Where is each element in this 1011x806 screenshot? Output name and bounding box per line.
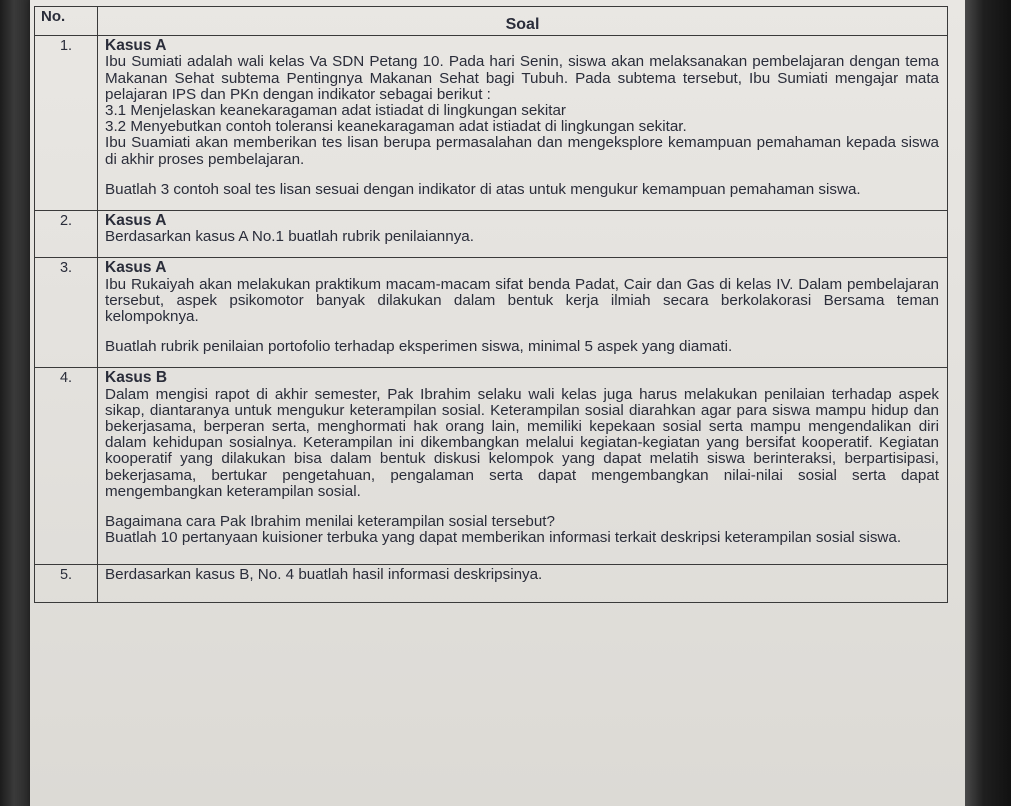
device-edge xyxy=(965,0,1011,806)
row-number: 4. xyxy=(35,368,98,565)
case-title: Kasus A xyxy=(105,259,167,277)
table-row xyxy=(35,565,948,602)
case-description: Ibu Rukaiyah akan melakukan praktikum macam-macam sifat benda Padat, Cair dan Gas di kelas IV. Dalam pembelajaran tersebut, aspek psikomotor banyak dilakukan dalam bentuk kerja ilmiah secara berkolakorasi Bersama teman kelompoknya. xyxy=(105,275,939,326)
row-content xyxy=(98,211,948,258)
header-no: No. xyxy=(35,7,98,36)
table-row xyxy=(35,36,948,211)
paper-sheet xyxy=(30,0,965,806)
indicator-item: 3.2 Menyebutkan contoh toleransi keanekaragaman adat istiadat di lingkungan sekitar. xyxy=(105,118,687,136)
case-title: Kasus A xyxy=(105,212,167,230)
case-description: Ibu Sumiati adalah wali kelas Va SDN Petang 10. Pada hari Senin, siswa akan melaksanakan pembelajaran dengan tema Makanan Sehat subtema Pentingnya Makanan Sehat bagi Tubuh. Pada subtema tersebut, Ibu Sumiati mengajar mata pelajaran IPS dan PKn dengan indikator sebagai berikut : xyxy=(105,53,939,103)
case-description: Ibu Suamiati akan memberikan tes lisan berupa permasalahan dan mengeksplore kemampuan pemahaman kepada siswa di akhir proses pembelajaran. xyxy=(105,134,939,168)
task-instruction: Buatlah 3 contoh soal tes lisan sesuai dengan indikator di atas untuk mengukur kemampuan pemahaman siswa. xyxy=(105,180,861,198)
question-table xyxy=(34,6,948,603)
table-row xyxy=(35,368,948,565)
row-content xyxy=(98,565,948,602)
task-instruction: Berdasarkan kasus A No.1 buatlah rubrik penilaiannya. xyxy=(105,228,474,246)
table-header-row xyxy=(35,7,948,36)
task-instruction: Buatlah rubrik penilaian portofolio terhadap eksperimen siswa, minimal 5 aspek yang diamati. xyxy=(105,338,733,356)
table-row xyxy=(35,211,948,258)
case-title: Kasus A xyxy=(105,37,167,55)
row-number: 1. xyxy=(35,36,98,211)
task-instruction: Buatlah 10 pertanyaan kuisioner terbuka yang dapat memberikan informasi terkait deskripsi keterampilan sosial siswa. xyxy=(105,529,902,547)
row-number: 3. xyxy=(35,258,98,368)
indicator-item: 3.1 Menjelaskan keanekaragaman adat istiadat di lingkungan sekitar xyxy=(105,102,566,120)
row-number: 5. xyxy=(35,565,98,602)
case-description: Dalam mengisi rapot di akhir semester, Pak Ibrahim selaku wali kelas juga harus melakukan penilaian terhadap aspek sikap, diantaranya untuk mengukur keterampilan sosial. Keterampilan sosial diarahkan agar para siswa mampu hidup dan bekerjasama, berperan serta, menghormati hak orang lain, memiliki kepekaan sosial serta mampu mengendalikan diri dalam kehidupan sosialnya. Keterampilan ini dikembangkan melalui kegiatan-kegiatan yang bersifat kooperatif. Kegiatan kooperatif yang dilakukan bisa dalam bentuk diskusi kelompok yang dapat melatih siswa berinteraksi, berpartisipasi, bekerjasama, bertukar pengetahuan, pengalaman serta dapat mengembangkan nilai-nilai sosial serta dapat mengembangkan keterampilan sosial. xyxy=(105,385,939,500)
row-content xyxy=(98,36,948,211)
case-question: Bagaimana cara Pak Ibrahim menilai keterampilan sosial tersebut? xyxy=(105,513,555,531)
row-number: 2. xyxy=(35,211,98,258)
row-content xyxy=(98,368,948,565)
header-soal: Soal xyxy=(98,7,948,36)
case-title: Kasus B xyxy=(105,369,168,387)
row-content xyxy=(98,258,948,368)
table-row xyxy=(35,258,948,368)
task-instruction: Berdasarkan kasus B, No. 4 buatlah hasil informasi deskripsinya. xyxy=(105,566,543,584)
